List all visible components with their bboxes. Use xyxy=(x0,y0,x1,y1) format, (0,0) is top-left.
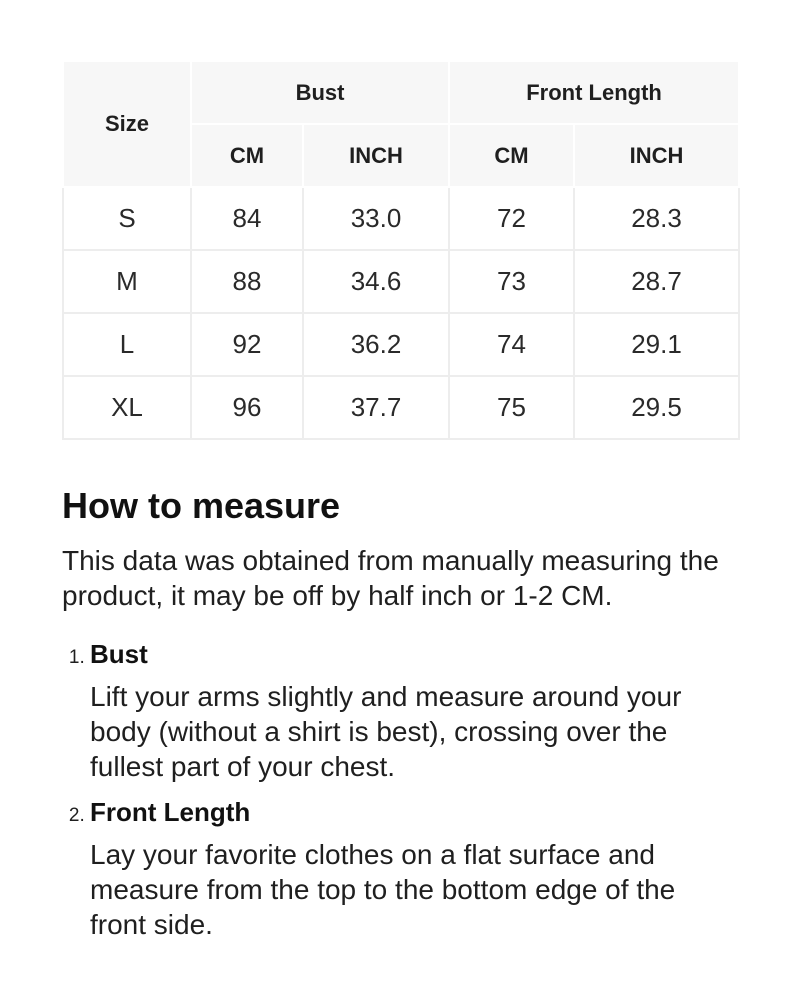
measure-steps-list xyxy=(62,639,738,942)
step-title-front-length: 2. Front Length xyxy=(90,797,251,828)
cell-bust-inch: 33.0 xyxy=(303,187,449,250)
header-row-groups xyxy=(63,61,739,124)
step-description-bust: Lift your arms slightly and measure around your body (without a shirt is best), crossing over the fullest part of your chest. xyxy=(90,681,682,783)
cell-size: L xyxy=(63,313,191,376)
cell-size: M xyxy=(63,250,191,313)
cell-front-cm: 74 xyxy=(449,313,574,376)
measure-intro-paragraph: This data was obtained from manually measuring the product, it may be off by half inch or 1-2 CM. xyxy=(62,545,719,612)
how-to-measure-title: How to measure xyxy=(62,485,341,526)
cell-bust-inch: 36.2 xyxy=(303,313,449,376)
table-row-xl xyxy=(63,376,739,439)
cell-front-cm: 75 xyxy=(449,376,574,439)
header-front-cm: CM xyxy=(449,124,574,187)
table-row-m xyxy=(63,250,739,313)
header-bust-cm: CM xyxy=(191,124,303,187)
table-row-s xyxy=(63,187,739,250)
step-description-front-length: Lay your favorite clothes on a flat surface and measure from the top to the bottom edge of the front side. xyxy=(90,839,676,941)
cell-front-cm: 73 xyxy=(449,250,574,313)
table-row-l xyxy=(63,313,739,376)
cell-front-inch: 28.7 xyxy=(574,250,739,313)
cell-front-cm: 72 xyxy=(449,187,574,250)
size-chart-header xyxy=(63,61,739,187)
header-front-length: Front Length xyxy=(449,61,739,124)
list-item-front-length xyxy=(90,797,738,942)
cell-bust-cm: 84 xyxy=(191,187,303,250)
step-title-bust: 1. Bust xyxy=(90,639,148,670)
cell-front-inch: 29.5 xyxy=(574,376,739,439)
list-item-bust xyxy=(90,639,738,784)
size-chart-body xyxy=(63,187,739,439)
cell-size: S xyxy=(63,187,191,250)
cell-front-inch: 29.1 xyxy=(574,313,739,376)
cell-front-inch: 28.3 xyxy=(574,187,739,250)
cell-bust-cm: 88 xyxy=(191,250,303,313)
header-bust: Bust xyxy=(191,61,449,124)
header-size: Size xyxy=(63,61,191,187)
cell-bust-inch: 34.6 xyxy=(303,250,449,313)
cell-bust-cm: 96 xyxy=(191,376,303,439)
header-bust-inch: INCH xyxy=(303,124,449,187)
cell-bust-cm: 92 xyxy=(191,313,303,376)
size-chart-table xyxy=(62,60,740,440)
cell-size: XL xyxy=(63,376,191,439)
cell-bust-inch: 37.7 xyxy=(303,376,449,439)
header-front-inch: INCH xyxy=(574,124,739,187)
